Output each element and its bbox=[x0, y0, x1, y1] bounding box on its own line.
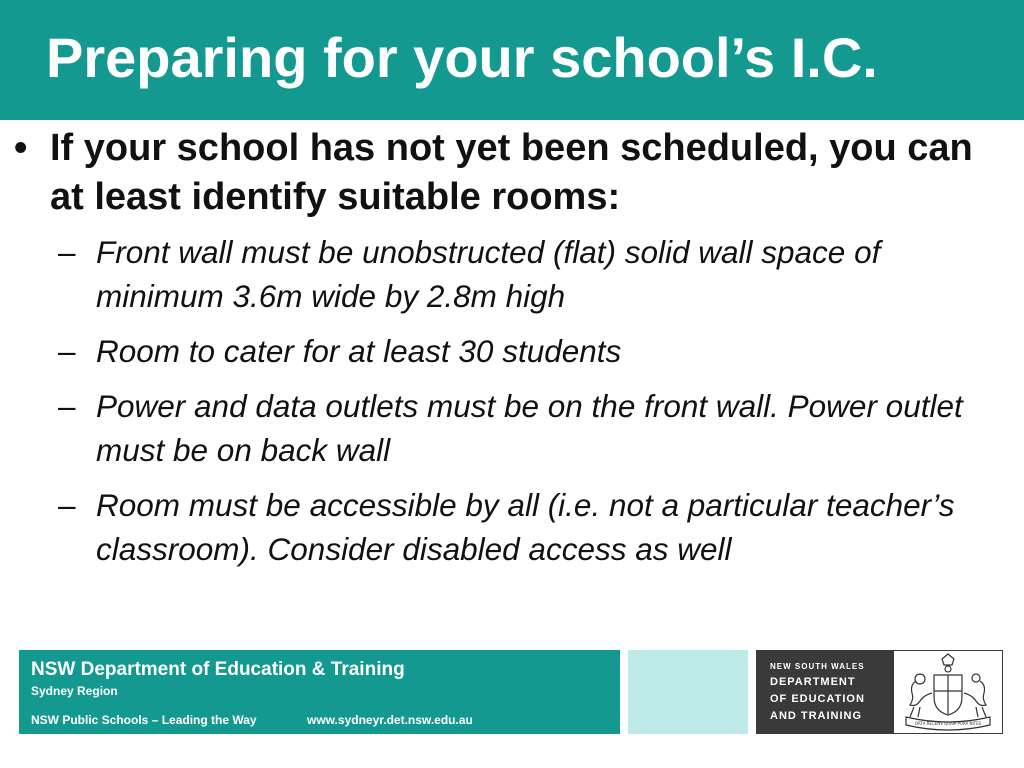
sub-bullet-text: Room must be accessible by all (i.e. not a particular teacher’s classroom). Consider disabled access as well bbox=[96, 487, 955, 567]
dash-marker: – bbox=[58, 333, 76, 369]
dash-marker: – bbox=[58, 487, 76, 523]
footer-region: Sydney Region bbox=[31, 684, 118, 698]
sub-bullet bbox=[58, 384, 1018, 472]
sub-bullet bbox=[58, 230, 1018, 318]
logo-line-3: AND TRAINING bbox=[770, 710, 863, 722]
footer-tagline: NSW Public Schools – Leading the Way bbox=[31, 713, 257, 727]
sub-bullet bbox=[58, 483, 1018, 571]
logo-line-1: DEPARTMENT bbox=[770, 676, 856, 688]
sub-bullet-list bbox=[58, 230, 1018, 571]
title-bar bbox=[0, 0, 1024, 120]
sub-bullet-text: Front wall must be unobstructed (flat) solid wall space of minimum 3.6m wide by 2.8m high bbox=[96, 234, 881, 314]
coat-of-arms-icon bbox=[894, 651, 1002, 733]
footer-banner bbox=[19, 650, 620, 734]
dash-marker: – bbox=[58, 234, 76, 270]
logo-line-2: OF EDUCATION bbox=[770, 693, 865, 705]
sub-bullet-text: Power and data outlets must be on the front wall. Power outlet must be on back wall bbox=[96, 388, 963, 468]
bullet-marker: • bbox=[14, 127, 28, 169]
dash-marker: – bbox=[58, 388, 76, 424]
crest-panel bbox=[894, 651, 1002, 733]
main-bullet bbox=[14, 124, 1018, 222]
slide-content bbox=[14, 124, 1018, 582]
logo-state-text: NEW SOUTH WALES bbox=[770, 662, 865, 671]
footer-light-panel bbox=[628, 650, 748, 734]
crest-motto: ORTA RECENS QUAM PURA NITES bbox=[914, 721, 982, 726]
slide-title: Preparing for your school’s I.C. bbox=[46, 26, 878, 89]
sub-bullet-text: Room to cater for at least 30 students bbox=[96, 333, 622, 369]
main-bullet-text: If your school has not yet been scheduled, you can at least identify suitable rooms: bbox=[50, 127, 973, 218]
department-logo bbox=[756, 650, 1003, 734]
sub-bullet bbox=[58, 329, 1018, 373]
footer-url-link[interactable]: www.sydneyr.det.nsw.edu.au bbox=[307, 713, 473, 727]
footer-org-name: NSW Department of Education & Training bbox=[31, 659, 405, 680]
